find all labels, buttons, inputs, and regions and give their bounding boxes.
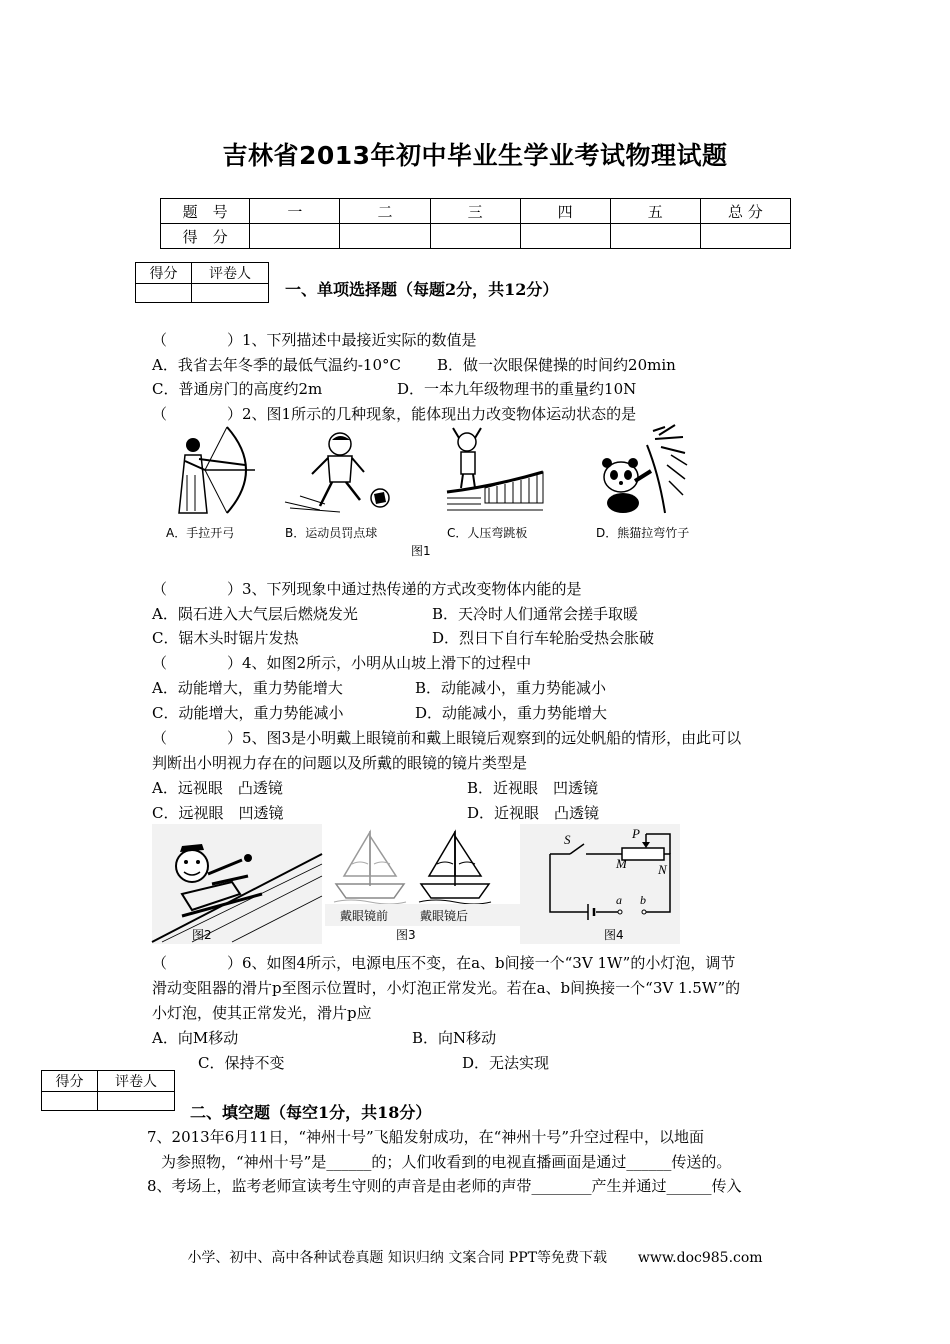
q4-option-b: B．动能减小，重力势能减小: [415, 679, 607, 697]
q1-option-b: B．做一次眼保健操的时间约20min: [437, 356, 676, 374]
score-header-cell: 总 分: [700, 199, 790, 224]
q4-option-c: C．动能增大，重力势能减小: [152, 704, 344, 722]
q2-stem: （ ）2、图1所示的几种现象，能体现出力改变物体运动状态的是: [152, 405, 637, 423]
score-cell: [520, 224, 610, 249]
fig4-label-n: N: [658, 862, 667, 877]
q6-option-b: B．向N移动: [412, 1029, 497, 1047]
grader-score-cell: [42, 1092, 98, 1111]
q5-option-b: B．近视眼 凹透镜: [467, 779, 599, 797]
q7-line2: 为参照物，“神州十号”是______的；人们收看到的电视直播画面是通过______传送的。: [161, 1153, 732, 1171]
fig3-boat-after-illustration: [415, 826, 495, 906]
score-header-cell: 二: [340, 199, 430, 224]
fig4-label-a: a: [616, 893, 622, 907]
section1-heading: 一、单项选择题（每题2分，共12分）: [285, 280, 559, 299]
score-table-score-row: [161, 224, 791, 249]
score-cell: [340, 224, 430, 249]
score-table-header-row: [161, 199, 791, 224]
page-footer: [0, 1247, 950, 1267]
fig1-caption-d: D．熊猫拉弯竹子: [596, 526, 690, 540]
grader-score-label: 得分: [42, 1071, 98, 1092]
fig4-label-m: M: [616, 856, 627, 871]
q6-option-d: D．无法实现: [462, 1054, 550, 1072]
fig3-label: 图3: [396, 928, 416, 942]
score-table: [160, 198, 791, 249]
fig1-label: 图1: [411, 544, 431, 558]
q6-option-c: C．保持不变: [198, 1054, 285, 1072]
q1-option-a: A．我省去年冬季的最低气温约-10°C: [152, 356, 401, 374]
fig3-boat-before-illustration: [330, 826, 410, 906]
q6-stem-line3: 小灯泡，使其正常发光，滑片p应: [152, 1004, 372, 1022]
fig4-label: 图4: [604, 928, 624, 942]
q6-option-a: A．向M移动: [152, 1029, 239, 1047]
score-header-cell: 题 号: [161, 199, 250, 224]
fig1-footballer-illustration: [280, 430, 395, 515]
score-cell: [430, 224, 520, 249]
q8-line1: 8、考场上，监考老师宣读考生守则的声音是由老师的声带________产生并通过______传入: [147, 1177, 742, 1195]
q5-option-a: A．远视眼 凸透镜: [152, 779, 283, 797]
footer-url[interactable]: www.doc985.com: [637, 1250, 763, 1266]
score-header-cell: 三: [430, 199, 520, 224]
q1-option-c: C．普通房门的高度约2m: [152, 380, 323, 398]
score-cell: [250, 224, 340, 249]
fig4-label-s: S: [564, 832, 571, 847]
fig1-archer-illustration: [165, 425, 265, 515]
grader-label: 评卷人: [192, 263, 269, 284]
q3-stem: （ ）3、下列现象中通过热传递的方式改变物体内能的是: [152, 580, 582, 598]
score-header-cell: 五: [610, 199, 700, 224]
grader-score-label: 得分: [136, 263, 192, 284]
score-row-label: 得 分: [161, 224, 250, 249]
score-header-cell: 四: [520, 199, 610, 224]
q6-stem-line2: 滑动变阻器的滑片p至图示位置时，小灯泡正常发光。若在a、b间换接一个“3V 1.5W”的: [152, 979, 741, 997]
fig4-circuit-diagram: [520, 824, 680, 944]
score-cell: [610, 224, 700, 249]
grader-name-cell: [98, 1092, 175, 1111]
grader-name-cell: [192, 284, 269, 303]
fig2-slope-illustration: [152, 824, 322, 944]
q4-option-d: D．动能减小，重力势能增大: [415, 704, 608, 722]
fig3-caption-after: 戴眼镜后: [420, 909, 469, 923]
fig1-panda-illustration: [595, 425, 690, 515]
q1-stem: （ ）1、下列描述中最接近实际的数值是: [152, 331, 477, 349]
q3-option-c: C．锯木头时锯片发热: [152, 629, 299, 647]
footer-text: 小学、初中、高中各种试卷真题 知识归纳 文案合同 PPT等免费下载: [187, 1250, 607, 1266]
score-cell: [700, 224, 790, 249]
score-header-cell: 一: [250, 199, 340, 224]
fig2-label: 图2: [192, 928, 212, 942]
grader-box-section1: [135, 262, 269, 303]
q4-option-a: A．动能增大，重力势能增大: [152, 679, 343, 697]
grader-label: 评卷人: [98, 1071, 175, 1092]
q4-stem: （ ）4、如图2所示，小明从山坡上滑下的过程中: [152, 654, 532, 672]
q5-stem-line2: 判断出小明视力存在的问题以及所戴的眼镜的镜片类型是: [152, 754, 528, 772]
q3-option-b: B．天冷时人们通常会搓手取暖: [432, 605, 639, 623]
section2-heading: 二、填空题（每空1分，共18分）: [190, 1103, 432, 1122]
fig1-caption-c: C．人压弯跳板: [447, 526, 528, 540]
page-title: 吉林省2013年初中毕业生学业考试物理试题: [222, 141, 728, 170]
q5-stem-line1: （ ）5、图3是小明戴上眼镜前和戴上眼镜后观察到的远处帆船的情形，由此可以: [152, 729, 742, 747]
fig4-label-b: b: [640, 893, 646, 907]
fig4-label-p: P: [632, 826, 640, 841]
fig1-caption-a: A．手拉开弓: [166, 526, 235, 540]
fig1-diving-board-illustration: [445, 428, 545, 518]
q6-stem-line1: （ ）6、如图4所示，电源电压不变，在a、b间接一个“3V 1W”的小灯泡，调节: [152, 954, 736, 972]
fig1-caption-b: B．运动员罚点球: [285, 526, 378, 540]
grader-box-section2: [41, 1070, 175, 1111]
fig3-caption-before: 戴眼镜前: [340, 909, 389, 923]
grader-score-cell: [136, 284, 192, 303]
q5-option-d: D．近视眼 凸透镜: [467, 804, 600, 822]
q3-option-a: A．陨石进入大气层后燃烧发光: [152, 605, 358, 623]
q3-option-d: D．烈日下自行车轮胎受热会胀破: [432, 629, 655, 647]
q1-option-d: D．一本九年级物理书的重量约10N: [397, 380, 637, 398]
q5-option-c: C．远视眼 凹透镜: [152, 804, 284, 822]
q7-line1: 7、2013年6月11日，“神州十号”飞船发射成功，在“神州十号”升空过程中，以地面: [147, 1128, 705, 1146]
